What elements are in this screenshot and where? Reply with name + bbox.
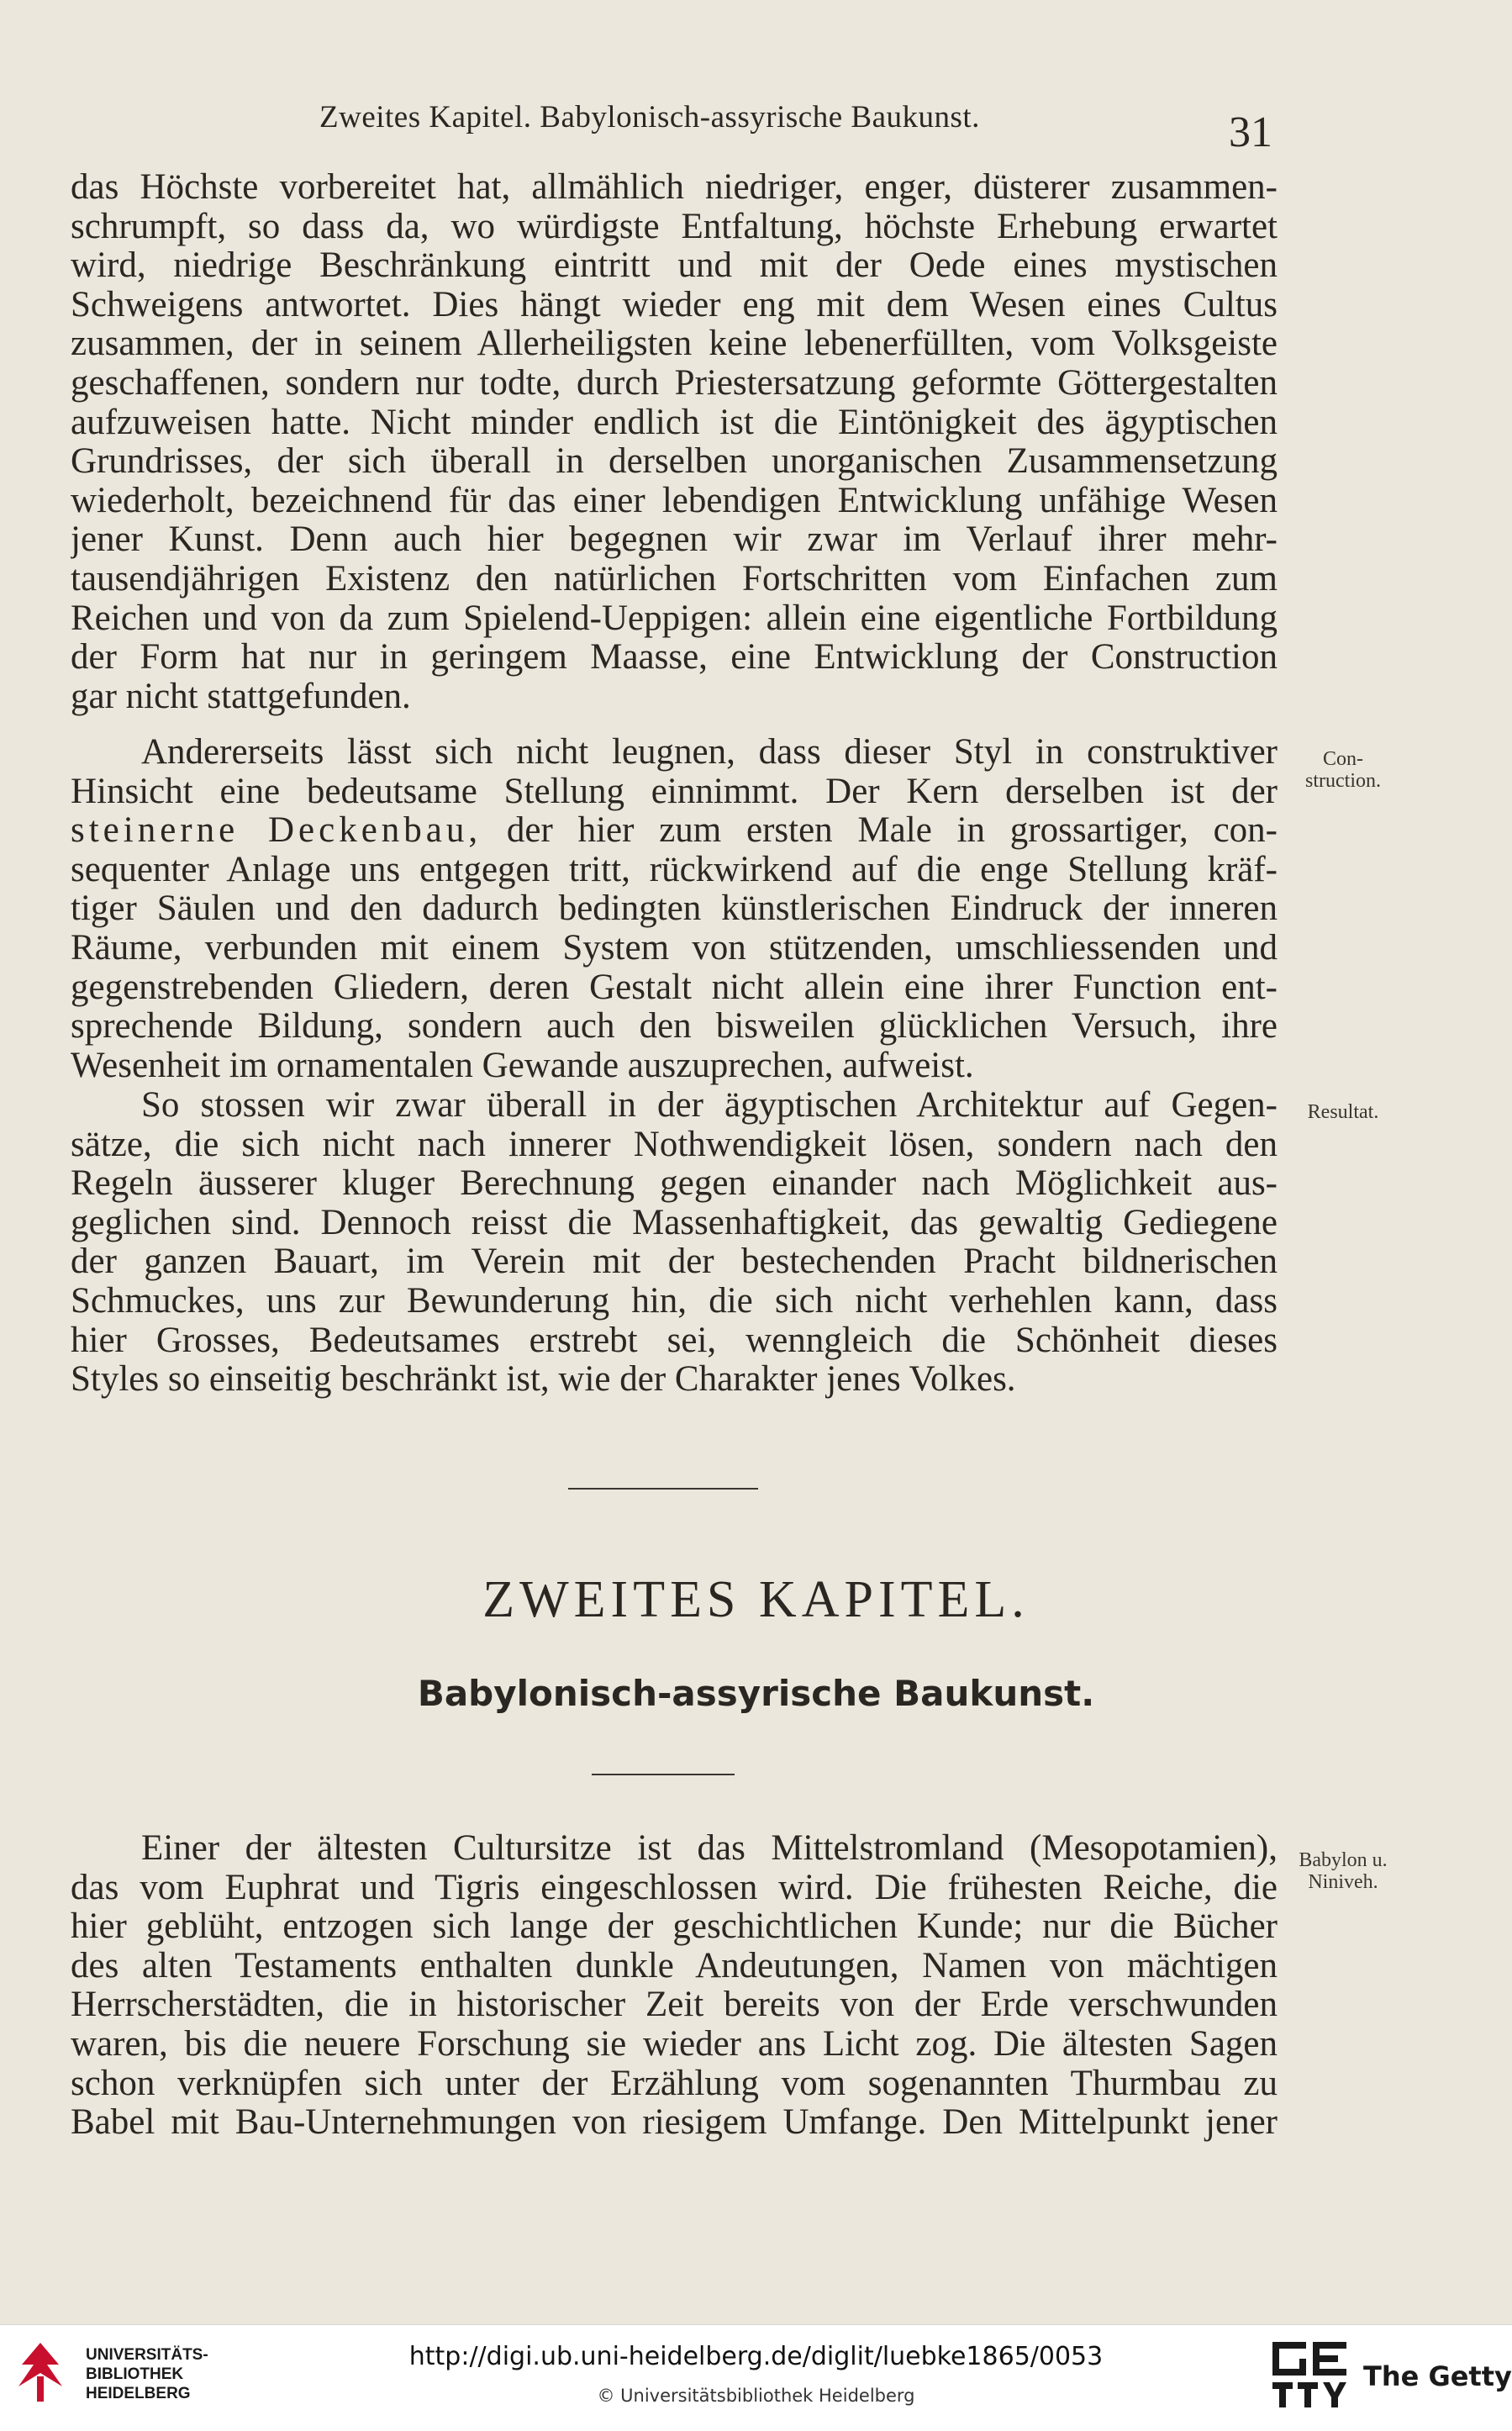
text-line-emphasis (71, 811, 1278, 851)
marginal-line: struction. (1305, 770, 1381, 792)
paragraph-2 (71, 733, 1278, 1085)
text-line: Schmuckes, uns zur Bewunderung hin, die sich nicht verhehlen kann, dass (71, 1281, 1278, 1321)
text-line: Herrscherstädten, die in historischer Zeit bereits von der Erde verschwunden (71, 1985, 1278, 2025)
text-fragment: der hier zum ersten Male in grossartiger, con- (482, 811, 1278, 851)
emphasis-text: steinerne Deckenbau, (71, 811, 482, 851)
text-line: Babel mit Bau-Unternehmungen von riesigem Umfange. Den Mittelpunkt jener (71, 2103, 1278, 2143)
text-line: jener Kunst. Denn auch hier begegnen wir zwar im Verlauf ihrer mehr- (71, 520, 1278, 560)
text-line: sequenter Anlage uns entgegen tritt, rückwirkend auf die enge Stellung kräf- (71, 850, 1278, 889)
text-line: sätze, die sich nicht nach innerer Nothwendigkeit lösen, sondern nach den (71, 1125, 1278, 1164)
text-line: zusammen, der in seinem Allerheiligsten keine lebenerfüllten, vom Volksgeiste (71, 324, 1278, 364)
text-line: hier geblüht, entzogen sich lange der geschichtlichen Kunde; nur die Bücher (71, 1907, 1278, 1947)
marginal-note-construction (1284, 748, 1402, 792)
marginal-line: Babylon u. (1299, 1849, 1388, 1871)
text-line: So stossen wir zwar überall in der ägyptischen Architektur auf Gegen- (141, 1086, 1278, 1125)
section-divider (568, 1488, 758, 1490)
text-line: das vom Euphrat und Tigris eingeschlossen wird. Die frühesten Reiche, die (71, 1868, 1278, 1907)
marginal-note-babylon (1284, 1849, 1402, 1893)
text-line: Regeln äusserer kluger Berechnung gegen einander nach Möglichkeit aus- (71, 1164, 1278, 1204)
marginal-line: Con- (1323, 748, 1363, 770)
getty-logo-icon (1269, 2337, 1353, 2413)
marginal-note-resultat: Resultat. (1307, 1101, 1379, 1123)
text-line: der ganzen Bauart, im Verein mit der bestechenden Pracht bildnerischen (71, 1242, 1278, 1282)
text-line: Wesenheit im ornamentalen Gewande auszuprechen, aufweist. (71, 1046, 974, 1085)
heading-divider (592, 1774, 735, 1775)
text-line: Räume, verbunden mit einem System von stützenden, umschliessenden und (71, 928, 1278, 968)
text-line: geschaffenen, sondern nur todte, durch Priestersatzung geformte Göttergestalten (71, 363, 1278, 403)
running-head: Zweites Kapitel. Babylonisch-assyrische Baukunst. (319, 100, 980, 134)
paragraph-3 (71, 1086, 1278, 1400)
text-line: Hinsicht eine bedeutsame Stellung einnimmt. Der Kern derselben ist der (71, 772, 1278, 811)
permalink-url[interactable]: http://digi.ub.uni-heidelberg.de/diglit/luebke1865/0053 (408, 2342, 1104, 2371)
text-line: wiederholt, bezeichnend für das einer lebendigen Entwicklung unfähige Wesen (71, 481, 1278, 520)
text-line: sprechende Bildung, sondern auch den bisweilen glücklichen Versuch, ihre (71, 1007, 1278, 1047)
marginal-line: Niniveh. (1308, 1871, 1378, 1893)
text-line: des alten Testaments enthalten dunkle Andeutungen, Namen von mächtigen (71, 1946, 1278, 1985)
paragraph-1 (71, 168, 1278, 716)
getty-name: The Getty (1363, 2360, 1512, 2392)
copyright-notice: © Universitätsbibliothek Heidelberg (597, 2386, 915, 2406)
text-line: aufzuweisen hatte. Nicht minder endlich ist die Eintönigkeit des ägyptischen (71, 403, 1278, 442)
text-line: Andererseits lässt sich nicht leugnen, dass dieser Styl in construktiver (141, 733, 1278, 772)
text-line: Grundrisses, der sich überall in derselben unorganischen Zusammensetzung (71, 442, 1278, 482)
text-line: gegenstrebenden Gliedern, deren Gestalt nicht allein eine ihrer Function ent- (71, 968, 1278, 1007)
text-line: Schweigens antwortet. Dies hängt wieder eng mit dem Wesen eines Cultus (71, 285, 1278, 324)
text-line: Einer der ältesten Cultursitze ist das Mittelstromland (Mesopotamien), (141, 1829, 1278, 1868)
text-line: tausendjährigen Existenz den natürlichen Fortschritten vom Einfachen zum (71, 559, 1278, 599)
library-name-line: UNIVERSITÄTS- (86, 2346, 208, 2364)
text-line: gar nicht stattgefunden. (71, 677, 411, 716)
text-line: hier Grosses, Bedeutsames erstrebt sei, wenngleich die Schönheit dieses (71, 1321, 1278, 1360)
text-line: schrumpft, so dass da, wo würdigste Entfaltung, höchste Erhebung erwartet (71, 207, 1278, 246)
text-line: geglichen sind. Dennoch reisst die Massenhaftigkeit, das gewaltig Gediegene (71, 1203, 1278, 1242)
text-line: waren, bis die neuere Forschung sie wieder ans Licht zog. Die ältesten Sagen (71, 2024, 1278, 2064)
text-line: tiger Säulen und den dadurch bedingten künstlerischen Eindruck der inneren (71, 889, 1278, 929)
text-line: wird, niedrige Beschränkung eintritt und mit der Oede eines mystischen (71, 246, 1278, 286)
text-line: Reichen und von da zum Spielend-Ueppigen: allein eine eigentliche Fortbildung (71, 599, 1278, 638)
chapter-subtitle: Babylonisch-assyrische Baukunst. (417, 1673, 1095, 1714)
library-name-line: BIBLIOTHEK (86, 2365, 184, 2383)
text-line: schon verknüpfen sich unter der Erzählung vom sogenannten Thurmbau zu (71, 2064, 1278, 2103)
page-number: 31 (1229, 108, 1272, 156)
text-line: der Form hat nur in geringem Maasse, eine Entwicklung der Construction (71, 638, 1278, 678)
paragraph-4 (71, 1829, 1278, 2143)
library-name-line: HEIDELBERG (86, 2385, 191, 2402)
text-line: Styles so einseitig beschränkt ist, wie der Charakter jenes Volkes. (71, 1360, 1016, 1400)
text-line: das Höchste vorbereitet hat, allmählich niedriger, enger, düsterer zusammen- (71, 168, 1278, 207)
chapter-heading: ZWEITES KAPITEL. (482, 1571, 1030, 1628)
